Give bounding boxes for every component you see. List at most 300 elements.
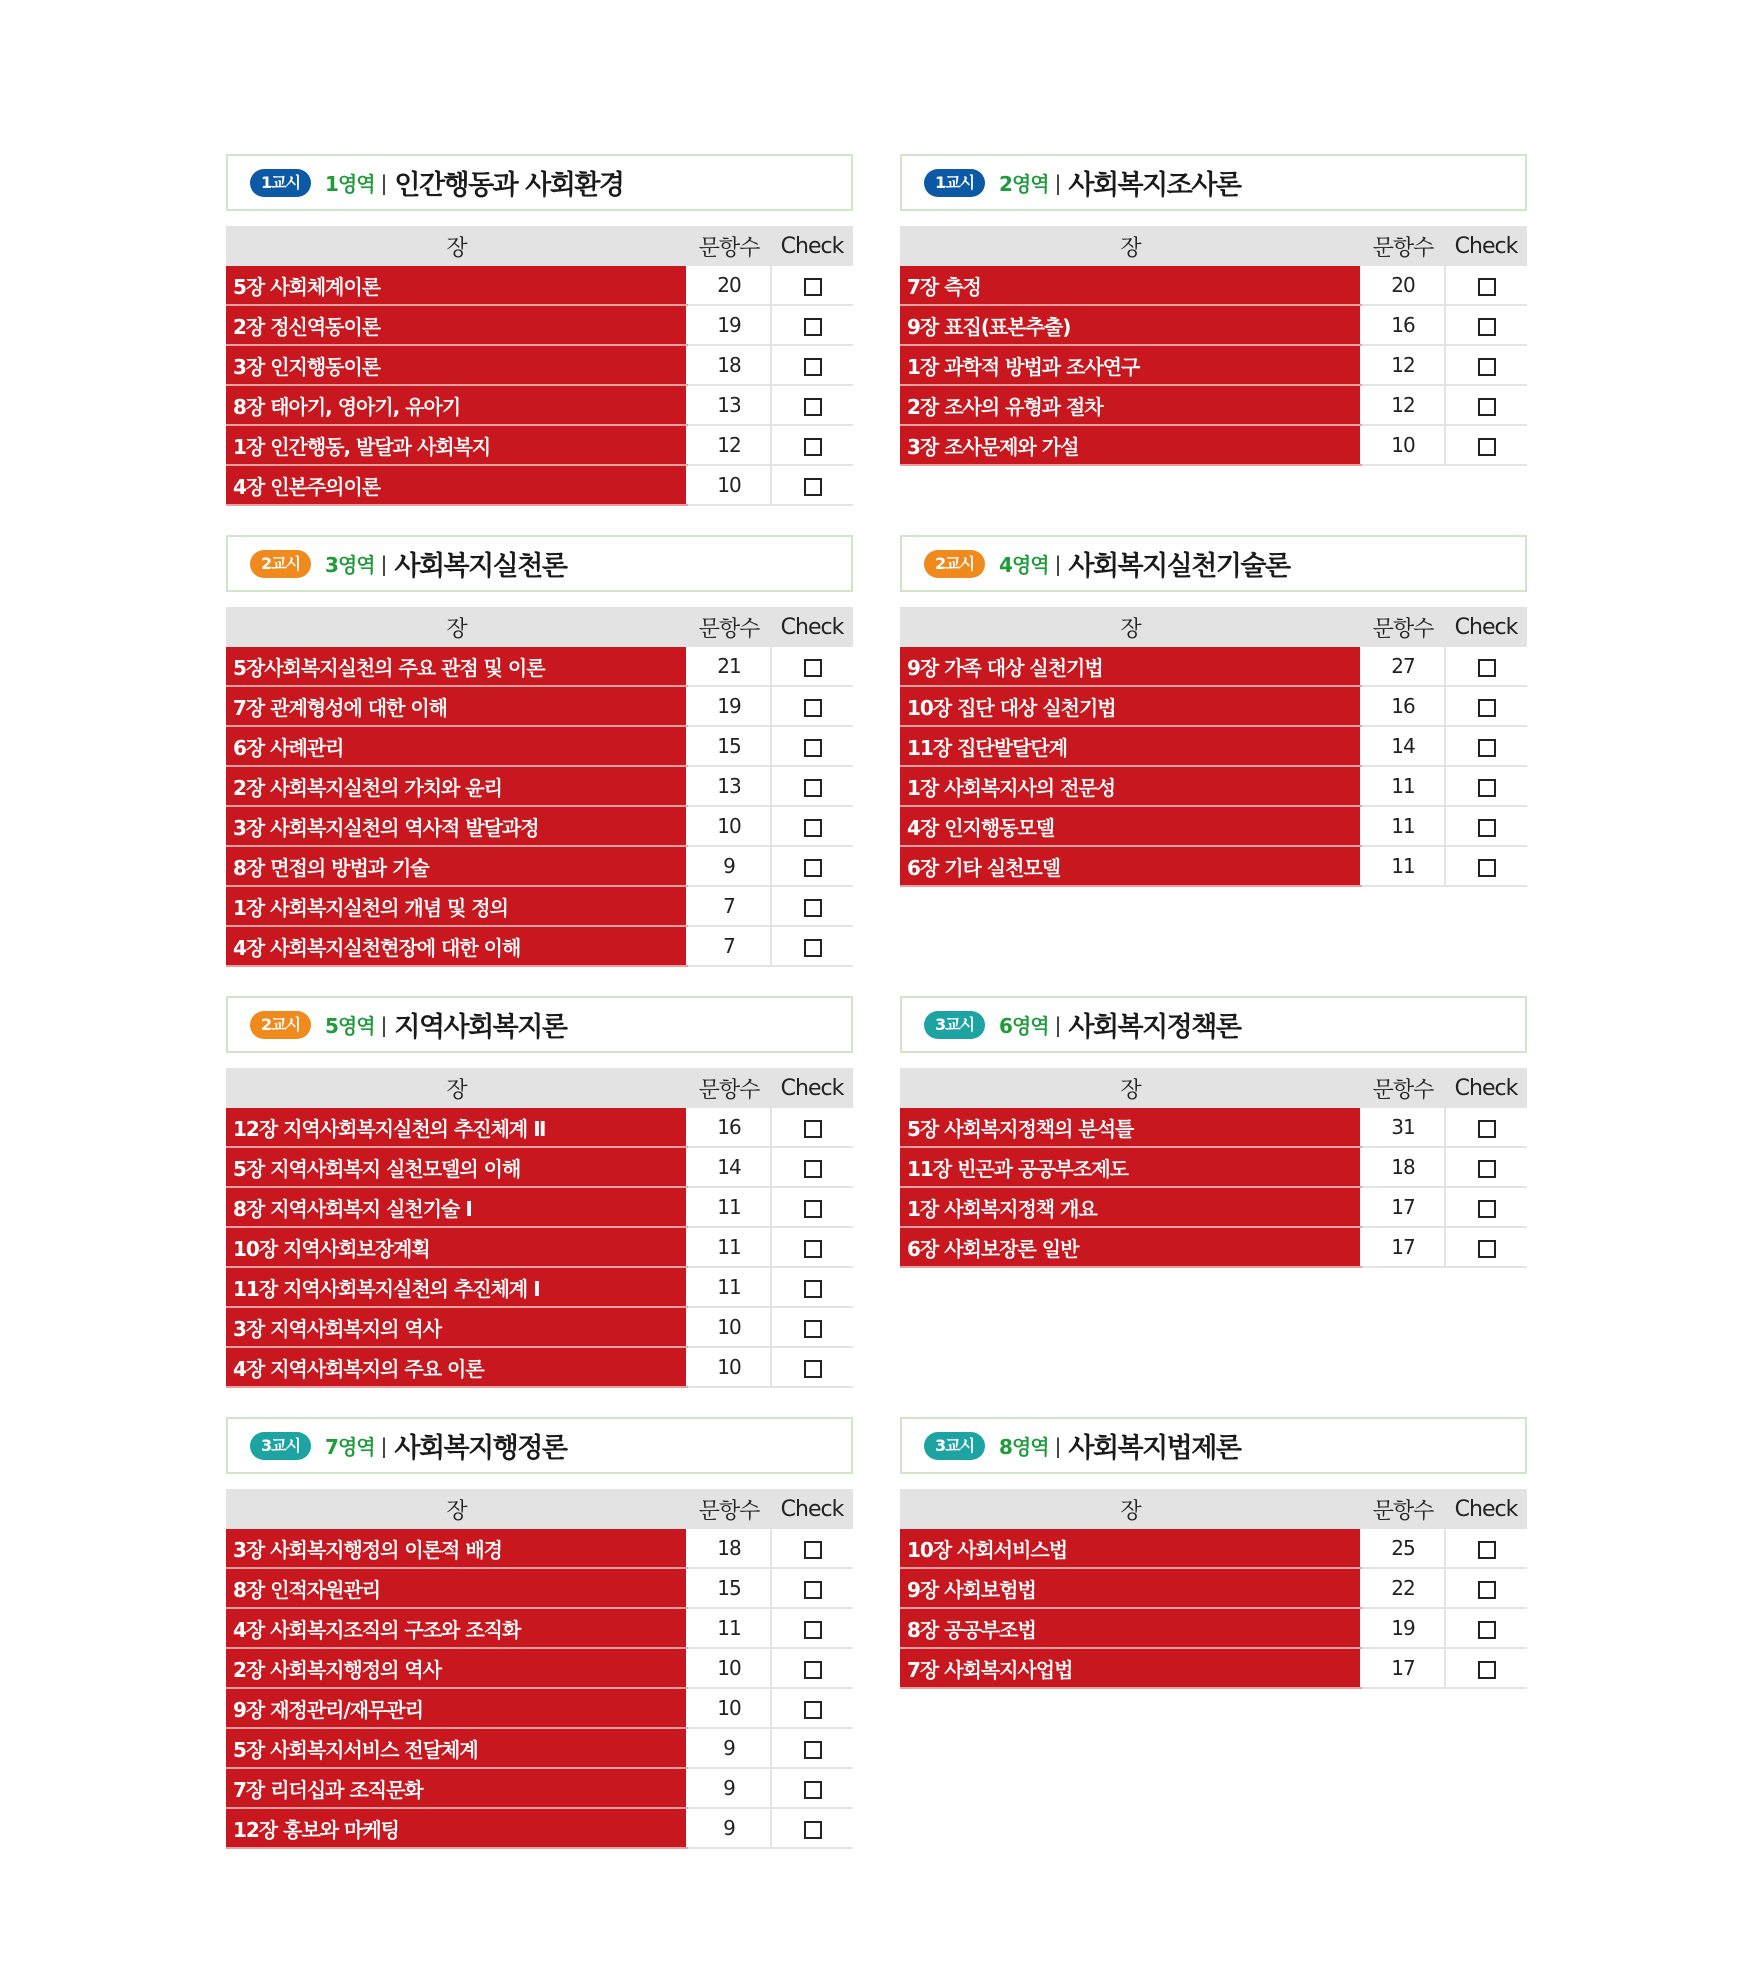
subject-section [900, 1417, 1527, 1689]
question-count-cell: 18 [1361, 1147, 1445, 1187]
checkbox[interactable] [1478, 1541, 1496, 1559]
chapter-table [226, 226, 853, 506]
check-cell [771, 926, 853, 966]
question-count-cell: 13 [687, 385, 771, 425]
table-row [900, 1147, 1527, 1187]
checkbox[interactable] [1478, 438, 1496, 456]
table-row [900, 1608, 1527, 1648]
separator: | [1054, 551, 1062, 576]
checkbox[interactable] [1478, 1240, 1496, 1258]
area-label: 7영역 [325, 1435, 375, 1459]
column-header-chapter: 장 [900, 226, 1361, 266]
area-label: 6영역 [999, 1014, 1049, 1038]
chapter-cell: 4장 사회복지실천현장에 대한 이해 [226, 926, 687, 966]
section-header [900, 996, 1527, 1053]
table-header-row [900, 607, 1527, 647]
chapter-table [900, 1068, 1527, 1268]
column-header-count: 문항수 [687, 226, 771, 266]
chapter-cell: 4장 인지행동모델 [900, 806, 1361, 846]
table-row [226, 686, 853, 726]
check-cell [771, 1347, 853, 1387]
column-header-check: Check [771, 226, 853, 266]
check-cell [771, 1147, 853, 1187]
chapter-cell: 1장 인간행동, 발달과 사회복지 [226, 425, 687, 465]
question-count-cell: 11 [687, 1267, 771, 1307]
question-count-cell: 19 [687, 686, 771, 726]
check-cell [1445, 1227, 1527, 1267]
period-badge: 1교시 [924, 169, 985, 197]
check-cell [771, 886, 853, 926]
question-count-cell: 11 [687, 1187, 771, 1227]
checkbox[interactable] [1478, 779, 1496, 797]
table-row [226, 1688, 853, 1728]
chapter-cell: 9장 사회보험법 [900, 1568, 1361, 1608]
question-count-cell: 9 [687, 1728, 771, 1768]
checkbox[interactable] [1478, 859, 1496, 877]
check-cell [771, 647, 853, 686]
column-header-chapter: 장 [900, 1489, 1361, 1529]
question-count-cell: 9 [687, 1808, 771, 1848]
area-label: 8영역 [999, 1435, 1049, 1459]
check-cell [771, 1267, 853, 1307]
check-cell [771, 1608, 853, 1648]
column-header-count: 문항수 [687, 1489, 771, 1529]
check-cell [1445, 1648, 1527, 1688]
table-row [226, 1808, 853, 1848]
period-badge: 2교시 [250, 550, 311, 578]
area-label: 2영역 [999, 172, 1049, 196]
chapter-cell: 7장 리더십과 조직문화 [226, 1768, 687, 1808]
check-cell [1445, 266, 1527, 305]
table-row [226, 1347, 853, 1387]
table-row [226, 266, 853, 305]
table-row [900, 385, 1527, 425]
table-header-row [900, 1068, 1527, 1108]
question-count-cell: 9 [687, 1768, 771, 1808]
checkbox[interactable] [804, 859, 822, 877]
subject-section [226, 1417, 853, 1849]
chapter-cell: 7장 측정 [900, 266, 1361, 305]
chapter-cell: 4장 사회복지조직의 구조와 조직화 [226, 1608, 687, 1648]
chapter-cell: 3장 사회복지실천의 역사적 발달과정 [226, 806, 687, 846]
checkbox[interactable] [1478, 1621, 1496, 1639]
table-row [226, 766, 853, 806]
check-cell [1445, 846, 1527, 886]
check-cell [1445, 1529, 1527, 1568]
checkbox[interactable] [804, 1200, 822, 1218]
table-row [900, 846, 1527, 886]
table-header-row [226, 1068, 853, 1108]
table-row [900, 1108, 1527, 1147]
question-count-cell: 12 [1361, 345, 1445, 385]
subject-section [226, 154, 853, 506]
checkbox[interactable] [1478, 1581, 1496, 1599]
check-cell [771, 766, 853, 806]
separator: | [1054, 170, 1062, 195]
table-row [900, 266, 1527, 305]
check-cell [771, 1728, 853, 1768]
check-cell [771, 1568, 853, 1608]
subject-section [226, 535, 853, 967]
table-row [900, 305, 1527, 345]
question-count-cell: 7 [687, 886, 771, 926]
chapter-cell: 6장 기타 실천모델 [900, 846, 1361, 886]
question-count-cell: 18 [687, 1529, 771, 1568]
area-label: 4영역 [999, 553, 1049, 577]
check-cell [1445, 1108, 1527, 1147]
question-count-cell: 12 [687, 425, 771, 465]
checkbox[interactable] [1478, 1661, 1496, 1679]
question-count-cell: 11 [1361, 806, 1445, 846]
chapter-cell: 5장사회복지실천의 주요 관점 및 이론 [226, 647, 687, 686]
checkbox[interactable] [804, 659, 822, 677]
table-row [226, 1568, 853, 1608]
checkbox[interactable] [804, 1701, 822, 1719]
column-header-chapter: 장 [900, 607, 1361, 647]
chapter-cell: 8장 태아기, 영아기, 유아기 [226, 385, 687, 425]
checkbox[interactable] [1478, 398, 1496, 416]
checkbox[interactable] [804, 278, 822, 296]
checkbox[interactable] [804, 779, 822, 797]
check-cell [1445, 766, 1527, 806]
question-count-cell: 9 [687, 846, 771, 886]
question-count-cell: 16 [1361, 305, 1445, 345]
checkbox[interactable] [804, 478, 822, 496]
chapter-table [900, 226, 1527, 466]
area-label: 1영역 [325, 172, 375, 196]
checkbox[interactable] [804, 1821, 822, 1839]
chapter-cell: 2장 정신역동이론 [226, 305, 687, 345]
column-header-count: 문항수 [1361, 1489, 1445, 1529]
question-count-cell: 19 [687, 305, 771, 345]
chapter-cell: 4장 인본주의이론 [226, 465, 687, 505]
period-badge: 1교시 [250, 169, 311, 197]
separator: | [380, 1012, 388, 1037]
table-header-row [226, 226, 853, 266]
checkbox[interactable] [804, 318, 822, 336]
chapter-cell: 6장 사례관리 [226, 726, 687, 766]
question-count-cell: 10 [687, 1347, 771, 1387]
subject-section [900, 996, 1527, 1268]
table-row [226, 726, 853, 766]
table-row [900, 726, 1527, 766]
table-row [900, 766, 1527, 806]
table-row [900, 345, 1527, 385]
table-row [226, 806, 853, 846]
column-header-count: 문항수 [687, 607, 771, 647]
check-cell [771, 1768, 853, 1808]
question-count-cell: 16 [687, 1108, 771, 1147]
question-count-cell: 10 [687, 465, 771, 505]
chapter-cell: 5장 사회복지서비스 전달체계 [226, 1728, 687, 1768]
section-header [226, 996, 853, 1053]
column-header-check: Check [771, 607, 853, 647]
table-row [226, 846, 853, 886]
table-row [226, 425, 853, 465]
column-header-chapter: 장 [900, 1068, 1361, 1108]
question-count-cell: 11 [687, 1227, 771, 1267]
question-count-cell: 20 [687, 266, 771, 305]
subject-section [226, 996, 853, 1388]
checkbox[interactable] [804, 739, 822, 757]
table-row [226, 1529, 853, 1568]
table-row [226, 1227, 853, 1267]
column-header-chapter: 장 [226, 226, 687, 266]
checkbox[interactable] [804, 899, 822, 917]
question-count-cell: 20 [1361, 266, 1445, 305]
checkbox[interactable] [1478, 699, 1496, 717]
subject-title: 지역사회복지론 [394, 1012, 567, 1043]
table-row [226, 1648, 853, 1688]
chapter-table [900, 607, 1527, 887]
table-row [226, 385, 853, 425]
check-cell [771, 385, 853, 425]
checkbox[interactable] [1478, 1120, 1496, 1138]
chapter-cell: 2장 조사의 유형과 절차 [900, 385, 1361, 425]
question-count-cell: 11 [1361, 846, 1445, 886]
chapter-cell: 1장 과학적 방법과 조사연구 [900, 345, 1361, 385]
table-row [226, 647, 853, 686]
question-count-cell: 14 [687, 1147, 771, 1187]
question-count-cell: 10 [687, 1307, 771, 1347]
checkbox[interactable] [804, 1741, 822, 1759]
chapter-table [226, 1489, 853, 1849]
question-count-cell: 17 [1361, 1227, 1445, 1267]
chapter-cell: 2장 사회복지실천의 가치와 윤리 [226, 766, 687, 806]
table-row [226, 1147, 853, 1187]
question-count-cell: 18 [687, 345, 771, 385]
check-cell [1445, 1608, 1527, 1648]
area-label: 5영역 [325, 1014, 375, 1038]
checkbox[interactable] [804, 358, 822, 376]
column-header-chapter: 장 [226, 1068, 687, 1108]
check-cell [1445, 686, 1527, 726]
subject-section [900, 154, 1527, 466]
subject-title: 사회복지정책론 [1068, 1012, 1241, 1043]
section-header [226, 154, 853, 211]
column-header-chapter: 장 [226, 607, 687, 647]
check-cell [771, 345, 853, 385]
table-row [226, 1728, 853, 1768]
chapter-cell: 10장 지역사회보장계획 [226, 1227, 687, 1267]
table-row [226, 305, 853, 345]
check-cell [1445, 1568, 1527, 1608]
chapter-cell: 7장 관계형성에 대한 이해 [226, 686, 687, 726]
table-row [226, 1267, 853, 1307]
check-cell [771, 1648, 853, 1688]
chapter-cell: 10장 집단 대상 실천기법 [900, 686, 1361, 726]
checkbox[interactable] [804, 699, 822, 717]
chapter-table [226, 1068, 853, 1388]
column-header-check: Check [1445, 1068, 1527, 1108]
check-cell [771, 305, 853, 345]
checkbox[interactable] [804, 398, 822, 416]
check-cell [771, 1187, 853, 1227]
separator: | [380, 170, 388, 195]
column-header-check: Check [1445, 1489, 1527, 1529]
chapter-cell: 1장 사회복지사의 전문성 [900, 766, 1361, 806]
checkbox[interactable] [1478, 278, 1496, 296]
table-row [900, 1568, 1527, 1608]
section-header [900, 1417, 1527, 1474]
chapter-cell: 5장 사회체계이론 [226, 266, 687, 305]
period-badge: 2교시 [924, 550, 985, 578]
question-count-cell: 10 [687, 1688, 771, 1728]
chapter-cell: 9장 가족 대상 실천기법 [900, 647, 1361, 686]
subject-title: 인간행동과 사회환경 [394, 170, 624, 201]
check-cell [771, 1808, 853, 1848]
check-cell [1445, 726, 1527, 766]
chapter-cell: 3장 사회복지행정의 이론적 배경 [226, 1529, 687, 1568]
check-cell [771, 1529, 853, 1568]
chapter-cell: 3장 인지행동이론 [226, 345, 687, 385]
checkbox[interactable] [804, 1360, 822, 1378]
check-cell [771, 425, 853, 465]
table-header-row [226, 1489, 853, 1529]
table-row [226, 1608, 853, 1648]
table-row [226, 1108, 853, 1147]
checkbox[interactable] [804, 1240, 822, 1258]
checkbox[interactable] [1478, 739, 1496, 757]
checkbox[interactable] [804, 1661, 822, 1679]
check-cell [771, 846, 853, 886]
question-count-cell: 15 [687, 1568, 771, 1608]
check-cell [771, 1688, 853, 1728]
question-count-cell: 17 [1361, 1648, 1445, 1688]
column-header-count: 문항수 [1361, 607, 1445, 647]
check-cell [771, 1227, 853, 1267]
checkbox[interactable] [804, 1280, 822, 1298]
separator: | [380, 1433, 388, 1458]
question-count-cell: 11 [687, 1608, 771, 1648]
table-row [226, 1768, 853, 1808]
check-cell [1445, 806, 1527, 846]
table-row [900, 647, 1527, 686]
question-count-cell: 22 [1361, 1568, 1445, 1608]
chapter-cell: 8장 인적자원관리 [226, 1568, 687, 1608]
separator: | [380, 551, 388, 576]
question-count-cell: 14 [1361, 726, 1445, 766]
checkbox[interactable] [804, 1581, 822, 1599]
table-row [226, 345, 853, 385]
chapter-cell: 8장 면접의 방법과 기술 [226, 846, 687, 886]
chapter-cell: 2장 사회복지행정의 역사 [226, 1648, 687, 1688]
separator: | [1054, 1433, 1062, 1458]
check-cell [1445, 1187, 1527, 1227]
period-badge: 2교시 [250, 1011, 311, 1039]
check-cell [771, 1307, 853, 1347]
checkbox[interactable] [1478, 318, 1496, 336]
checkbox[interactable] [804, 1621, 822, 1639]
table-row [226, 465, 853, 505]
question-count-cell: 11 [1361, 766, 1445, 806]
question-count-cell: 7 [687, 926, 771, 966]
check-cell [1445, 647, 1527, 686]
check-cell [1445, 425, 1527, 465]
question-count-cell: 10 [687, 1648, 771, 1688]
chapter-cell: 6장 사회보장론 일반 [900, 1227, 1361, 1267]
checkbox[interactable] [804, 1781, 822, 1799]
column-header-check: Check [1445, 607, 1527, 647]
chapter-cell: 4장 지역사회복지의 주요 이론 [226, 1347, 687, 1387]
period-badge: 3교시 [924, 1011, 985, 1039]
checkbox[interactable] [804, 438, 822, 456]
check-cell [1445, 385, 1527, 425]
table-row [226, 886, 853, 926]
checkbox[interactable] [804, 819, 822, 837]
subject-title: 사회복지실천기술론 [1068, 551, 1290, 582]
chapter-cell: 10장 사회서비스법 [900, 1529, 1361, 1568]
separator: | [1054, 1012, 1062, 1037]
chapter-cell: 3장 지역사회복지의 역사 [226, 1307, 687, 1347]
table-row [226, 1187, 853, 1227]
chapter-cell: 9장 재정관리/재무관리 [226, 1688, 687, 1728]
chapter-cell: 12장 홍보와 마케팅 [226, 1808, 687, 1848]
question-count-cell: 17 [1361, 1187, 1445, 1227]
checkbox[interactable] [804, 1120, 822, 1138]
check-cell [1445, 1147, 1527, 1187]
subject-title: 사회복지조사론 [1068, 170, 1241, 201]
checkbox[interactable] [1478, 358, 1496, 376]
column-header-chapter: 장 [226, 1489, 687, 1529]
question-count-cell: 27 [1361, 647, 1445, 686]
section-header [226, 535, 853, 592]
question-count-cell: 19 [1361, 1608, 1445, 1648]
chapter-cell: 5장 사회복지정책의 분석틀 [900, 1108, 1361, 1147]
checkbox[interactable] [1478, 659, 1496, 677]
checkbox[interactable] [804, 939, 822, 957]
checkbox[interactable] [804, 1541, 822, 1559]
chapter-cell: 1장 사회복지실천의 개념 및 정의 [226, 886, 687, 926]
subject-section [900, 535, 1527, 887]
question-count-cell: 25 [1361, 1529, 1445, 1568]
checkbox[interactable] [1478, 1160, 1496, 1178]
chapter-cell: 3장 조사문제와 가설 [900, 425, 1361, 465]
check-cell [771, 266, 853, 305]
table-row [900, 1529, 1527, 1568]
area-label: 3영역 [325, 553, 375, 577]
check-cell [771, 726, 853, 766]
table-header-row [900, 1489, 1527, 1529]
table-row [900, 1648, 1527, 1688]
question-count-cell: 10 [1361, 425, 1445, 465]
checkbox[interactable] [1478, 1200, 1496, 1218]
chapter-cell: 11장 지역사회복지실천의 추진체계 Ⅰ [226, 1267, 687, 1307]
column-header-check: Check [1445, 226, 1527, 266]
checkbox[interactable] [804, 1320, 822, 1338]
check-cell [771, 465, 853, 505]
checkbox[interactable] [804, 1160, 822, 1178]
section-header [226, 1417, 853, 1474]
column-header-check: Check [771, 1489, 853, 1529]
table-row [900, 1227, 1527, 1267]
chapter-cell: 11장 빈곤과 공공부조제도 [900, 1147, 1361, 1187]
period-badge: 3교시 [924, 1432, 985, 1460]
subject-title: 사회복지실천론 [394, 551, 567, 582]
table-header-row [226, 607, 853, 647]
check-cell [1445, 305, 1527, 345]
chapter-cell: 12장 지역사회복지실천의 추진체계 Ⅱ [226, 1108, 687, 1147]
checkbox[interactable] [1478, 819, 1496, 837]
question-count-cell: 15 [687, 726, 771, 766]
chapter-table [226, 607, 853, 967]
table-row [900, 1187, 1527, 1227]
section-header [900, 535, 1527, 592]
check-cell [771, 686, 853, 726]
question-count-cell: 12 [1361, 385, 1445, 425]
column-header-count: 문항수 [687, 1068, 771, 1108]
table-row [900, 686, 1527, 726]
